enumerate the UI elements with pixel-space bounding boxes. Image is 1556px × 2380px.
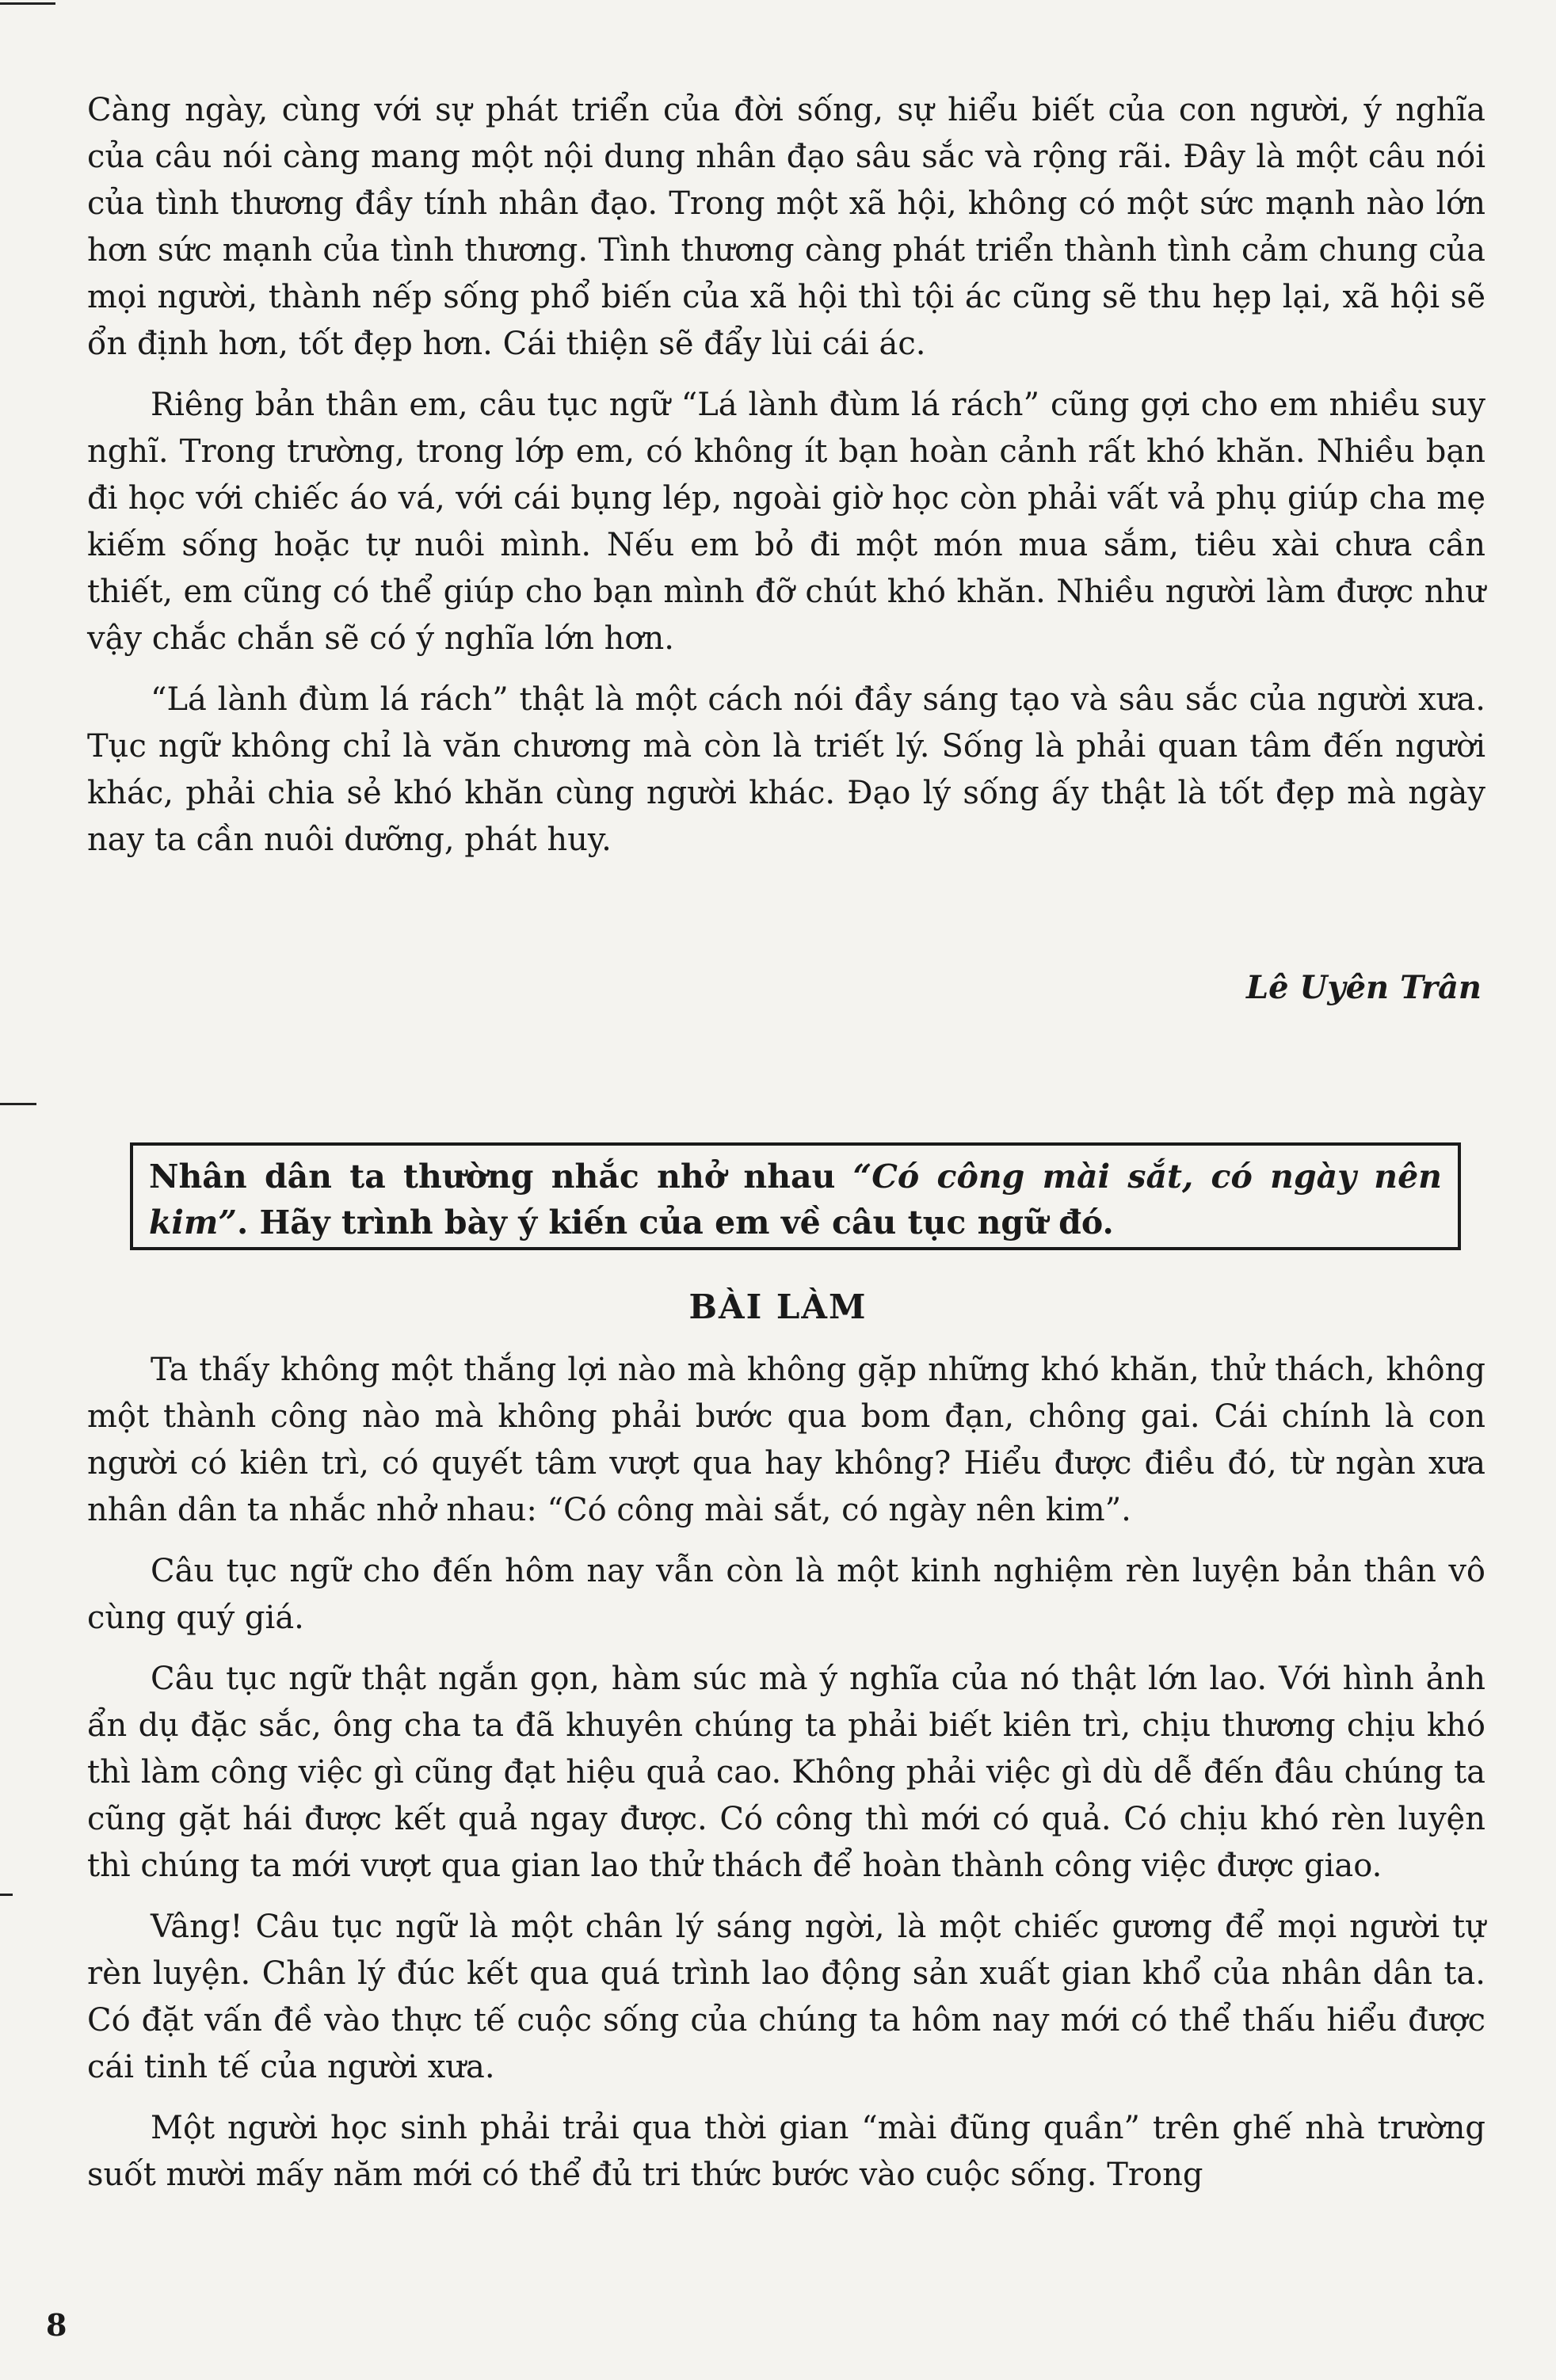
essay-1-paragraph: “Lá lành đùm lá rách” thật là một cách nói đầy sáng tạo và sâu sắc của người xưa. Tục ngữ không chỉ là văn chương mà còn là triết lý. Sống là phải quan tâm đến người khác, phải chia sẻ khó khăn cùng người khác. Đạo lý sống ấy thật là tốt đẹp mà ngày nay ta cần nuôi dưỡng, phát huy.: [87, 681, 1485, 858]
essay-2-paragraph: Ta thấy không một thắng lợi nào mà không gặp những khó khăn, thử thách, không một thành công nào mà không phải bước qua bom đạn, chông gai. Cái chính là con người có kiên trì, có quyết tâm vượt qua hay không? Hiểu được điều đó, từ ngàn xưa nhân dân ta nhắc nhở nhau: “Có công mài sắt, có ngày nên kim”.: [87, 1352, 1485, 1528]
essay-1-paragraph: Càng ngày, cùng với sự phát triển của đời sống, sự hiểu biết của con người, ý nghĩa của câu nói càng mang một nội dung nhân đạo sâu sắc và rộng rãi. Đây là một câu nói của tình thương đầy tính nhân đạo. Trong một xã hội, không có một sức mạnh nào lớn hơn sức mạnh của tình thương. Tình thương càng phát triển thành tình cảm chung của mọi người, thành nếp sống phổ biến của xã hội thì tội ác cũng sẽ thu hẹp lại, xã hội sẽ ổn định hơn, tốt đẹp hơn. Cái thiện sẽ đẩy lùi cái ác.: [87, 92, 1485, 362]
author-signature: Lê Uyên Trân: [1245, 969, 1482, 1006]
prompt-proverb-quote: “Có công mài sắt, có ngày nên kim”: [149, 1158, 1442, 1241]
scan-mark-left-lower: [0, 1894, 13, 1896]
prompt-tail: . Hãy trình bày ý kiến của em về câu tục ngữ đó.: [236, 1203, 1114, 1241]
section-heading: BÀI LÀM: [688, 1287, 868, 1326]
prompt-lead: Nhân dân ta thường nhắc nhở nhau: [149, 1158, 853, 1196]
assignment-prompt-box: [130, 1142, 1461, 1250]
essay-2-paragraph: Câu tục ngữ cho đến hôm nay vẫn còn là một kinh nghiệm rèn luyện bản thân vô cùng quý giá.: [87, 1553, 1485, 1636]
essay-2-paragraph: Một người học sinh phải trải qua thời gian “mài đũng quần” trên ghế nhà trường suốt mười mấy năm mới có thể đủ tri thức bước vào cuộc sống. Trong: [87, 2110, 1485, 2193]
essay-2-paragraph: Vâng! Câu tục ngữ là một chân lý sáng ngời, là một chiếc gương để mọi người tự rèn luyện. Chân lý đúc kết qua quá trình lao động sản xuất gian khổ của nhân dân ta. Có đặt vấn đề vào thực tế cuộc sống của chúng ta hôm nay mới có thể thấu hiểu được cái tinh tế của người xưa.: [87, 1909, 1485, 2085]
scan-mark-left-margin: [0, 1103, 36, 1105]
essay-1-body: [87, 87, 1485, 864]
scan-mark-top-left: [0, 2, 55, 5]
essay-2-body: [87, 1347, 1485, 2199]
essay-2-paragraph: Câu tục ngữ thật ngắn gọn, hàm súc mà ý nghĩa của nó thật lớn lao. Với hình ảnh ẩn dụ đặc sắc, ông cha ta đã khuyên chúng ta phải biết kiên trì, chịu thương chịu khó thì làm công việc gì cũng đạt hiệu quả cao. Không phải việc gì dù dễ đến đâu chúng ta cũng gặt hái được kết quả ngay được. Có công thì mới có quả. Có chịu khó rèn luyện thì chúng ta mới vượt qua gian lao thử thách để hoàn thành công việc được giao.: [87, 1661, 1485, 1884]
essay-1-paragraph: Riêng bản thân em, câu tục ngữ “Lá lành đùm lá rách” cũng gợi cho em nhiều suy nghĩ. Trong trường, trong lớp em, có không ít bạn hoàn cảnh rất khó khăn. Nhiều bạn đi học với chiếc áo vá, với cái bụng lép, ngoài giờ học còn phải vất vả phụ giúp cha mẹ kiếm sống hoặc tự nuôi mình. Nếu em bỏ đi một món mua sắm, tiêu xài chưa cần thiết, em cũng có thể giúp cho bạn mình đỡ chút khó khăn. Nhiều người làm được như vậy chắc chắn sẽ có ý nghĩa lớn hơn.: [87, 387, 1485, 657]
page-number: 8: [46, 2307, 67, 2343]
